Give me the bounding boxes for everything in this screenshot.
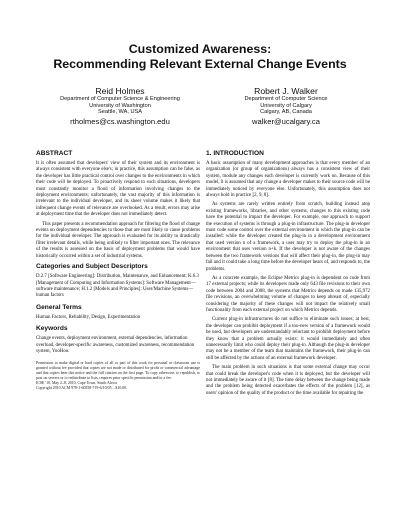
- title-line-1: Customized Awareness:: [128, 42, 272, 56]
- intro-paragraph-3: As a concrete example, the Eclipse Metrics plug-in is dependent on code from 17 external projects; while its developers made only 643 file revisions to their own code between 2004 and 2008, the systems that Metrics depends on made 135,972 file revisions, an overwhelming volume of changes to keep abreast of, especially considering the majority of these changes will not impact the relatively small functionality from each external project on which Metrics depends.: [206, 275, 370, 313]
- author-institution: University of Washington: [89, 102, 151, 109]
- author-location: Calgary, AB, Canada: [260, 109, 312, 116]
- author-1: [30, 86, 210, 126]
- title-line-2: Recommending Relevant External Change Events: [53, 57, 347, 71]
- keywords-text: Change events, deployment environment, external dependencies, information overload, developer-specific awareness, customized awareness, recommendation system, YooHoo.: [36, 336, 195, 354]
- intro-paragraph-1: A basic assumption of many development approaches is that every member of an organization (or group of organizations) always has a consistent view of their system, module any changes each developer is currently work on. Because of this model, it is assumed that any change a developer makes to their source code will be immediately noticed by everyone else. Unfortunately, this assumption does not always hold in practice [2, 9, 8].: [206, 161, 370, 199]
- author-name: Reid Holmes: [95, 86, 145, 96]
- intro-paragraph-4: Current plug-in infrastructures do not suffice to eliminate such issues; at best, the developer can prohibit deployment if a too-new version of a framework would be used, but developers are understandably reluctant to prohibit deployment before they know that a problem actually exists: it would immediately and often unnecessarily limit who could deploy their plug-in. Although the plug-in developer may not be a member of the team that maintains the framework, their plug-in can still be affected by the actions of an external framework developer.: [206, 317, 370, 361]
- copyright-line: Copyright 2010 ACM 978-1-60558-719-6/10/05 ...$10.00.: [36, 386, 128, 391]
- conference-line: ICSE '10, May 2–8, 2010, Cape Town, South Africa: [36, 381, 117, 386]
- right-column: [206, 150, 370, 400]
- author-email: walker@ucalgary.ca: [252, 116, 320, 126]
- author-affiliation: Department of Computer Science: [244, 96, 328, 102]
- left-column: [36, 150, 200, 391]
- categories-text: D.2.7 [Software Engineering]: Distribution, Maintenance, and Enhancement; K.6.3 [Management of Computing and Information Systems]: Software Management—software maintenance; H.1.2 [Models and Principles]: User/Machine Systems—human factors: [36, 274, 199, 299]
- author-location: Seattle, WA, USA: [98, 109, 142, 116]
- intro-paragraph-5: The main problem in such situations is that some external change may occur that could break the developer's code when it is deployed, but the developer will not immediately be aware of it [8]. The time delay between the change being made and the problem being detected exacerbates the effects of the problem [12], as users' opinion of the quality of the product or the time available for repairing the: [206, 365, 370, 396]
- abstract-paragraph-1: It is often assumed that developers' view of their system and its environment is always consistent with everyone else's; in practice, this assumption can be false, as the developer has little practical control over changes to the environments in which their code will be deployed. To proactively respond to such situations, developers must constantly monitor a flood of information involving changes to the deployment environments; unfortunately, the vast majority of this information is irrelevant to the individual developer, and its sheer volume makes it likely that infrequent change events of relevance are overlooked. As a result, errors may arise at deployment time that the developer does not immediately detect.: [36, 161, 200, 218]
- author-2: [196, 86, 376, 126]
- general-terms-text: Human Factors, Reliability, Design, Experimentation: [36, 314, 141, 320]
- permission-notice: [36, 361, 200, 391]
- author-affiliation: Department of Computer Science & Engineering: [60, 96, 180, 102]
- introduction-heading: 1. INTRODUCTION: [206, 150, 264, 157]
- general-terms-heading: General Terms: [36, 303, 82, 311]
- permission-text: Permission to make digital or hard copies of all or part of this work for personal or classroom use is granted without fee provided that copies are not made or distributed for profit or commercial advantage and that copies bear this notice and the full citation on the first page. To copy otherwise, to republish, to post on servers or to redistribute to lists, requires prior specific permission and/or a fee.: [36, 361, 200, 381]
- categories-heading: Categories and Subject Descriptors: [36, 263, 148, 271]
- paper-title: [0, 42, 400, 72]
- keywords-heading: Keywords: [36, 325, 68, 333]
- author-institution: University of Calgary: [260, 102, 312, 109]
- author-name: Robert J. Walker: [254, 86, 318, 96]
- author-email: rtholmes@cs.washington.edu: [70, 116, 170, 126]
- abstract-paragraph-2: This paper presents a recommendation approach for filtering the flood of change events on deployment dependencies to those that are most likely to cause problems for the individual developer. The approach is evaluated for its ability to drastically filter irrelevant details, while being unlikely to filter important ones. The relevance of the results is assessed on the basis of deployment problems that would have historically occurred within a set of industrial systems.: [36, 221, 200, 259]
- intro-paragraph-2: As systems are rarely written entirely from scratch, building instead atop existing frameworks, libraries, and other systems, changes to this existing code have the potential to impact the developer. For example, one approach to support the execution of systems is through a plug-in infrastructure. The plug-in developer must code some control over the external environment in which the plug-in can be installed: while the developer created the plug-in in a development environment that used version n of a framework, a user may try to deploy the plug-in in an environment that uses version n+k. If the developer is not aware of the changes between the two framework versions that will affect their plug-in, the plug-in may fail and it could take a long time before the developer hears of, and responds to, the problems.: [206, 202, 370, 272]
- abstract-heading: ABSTRACT: [36, 150, 73, 157]
